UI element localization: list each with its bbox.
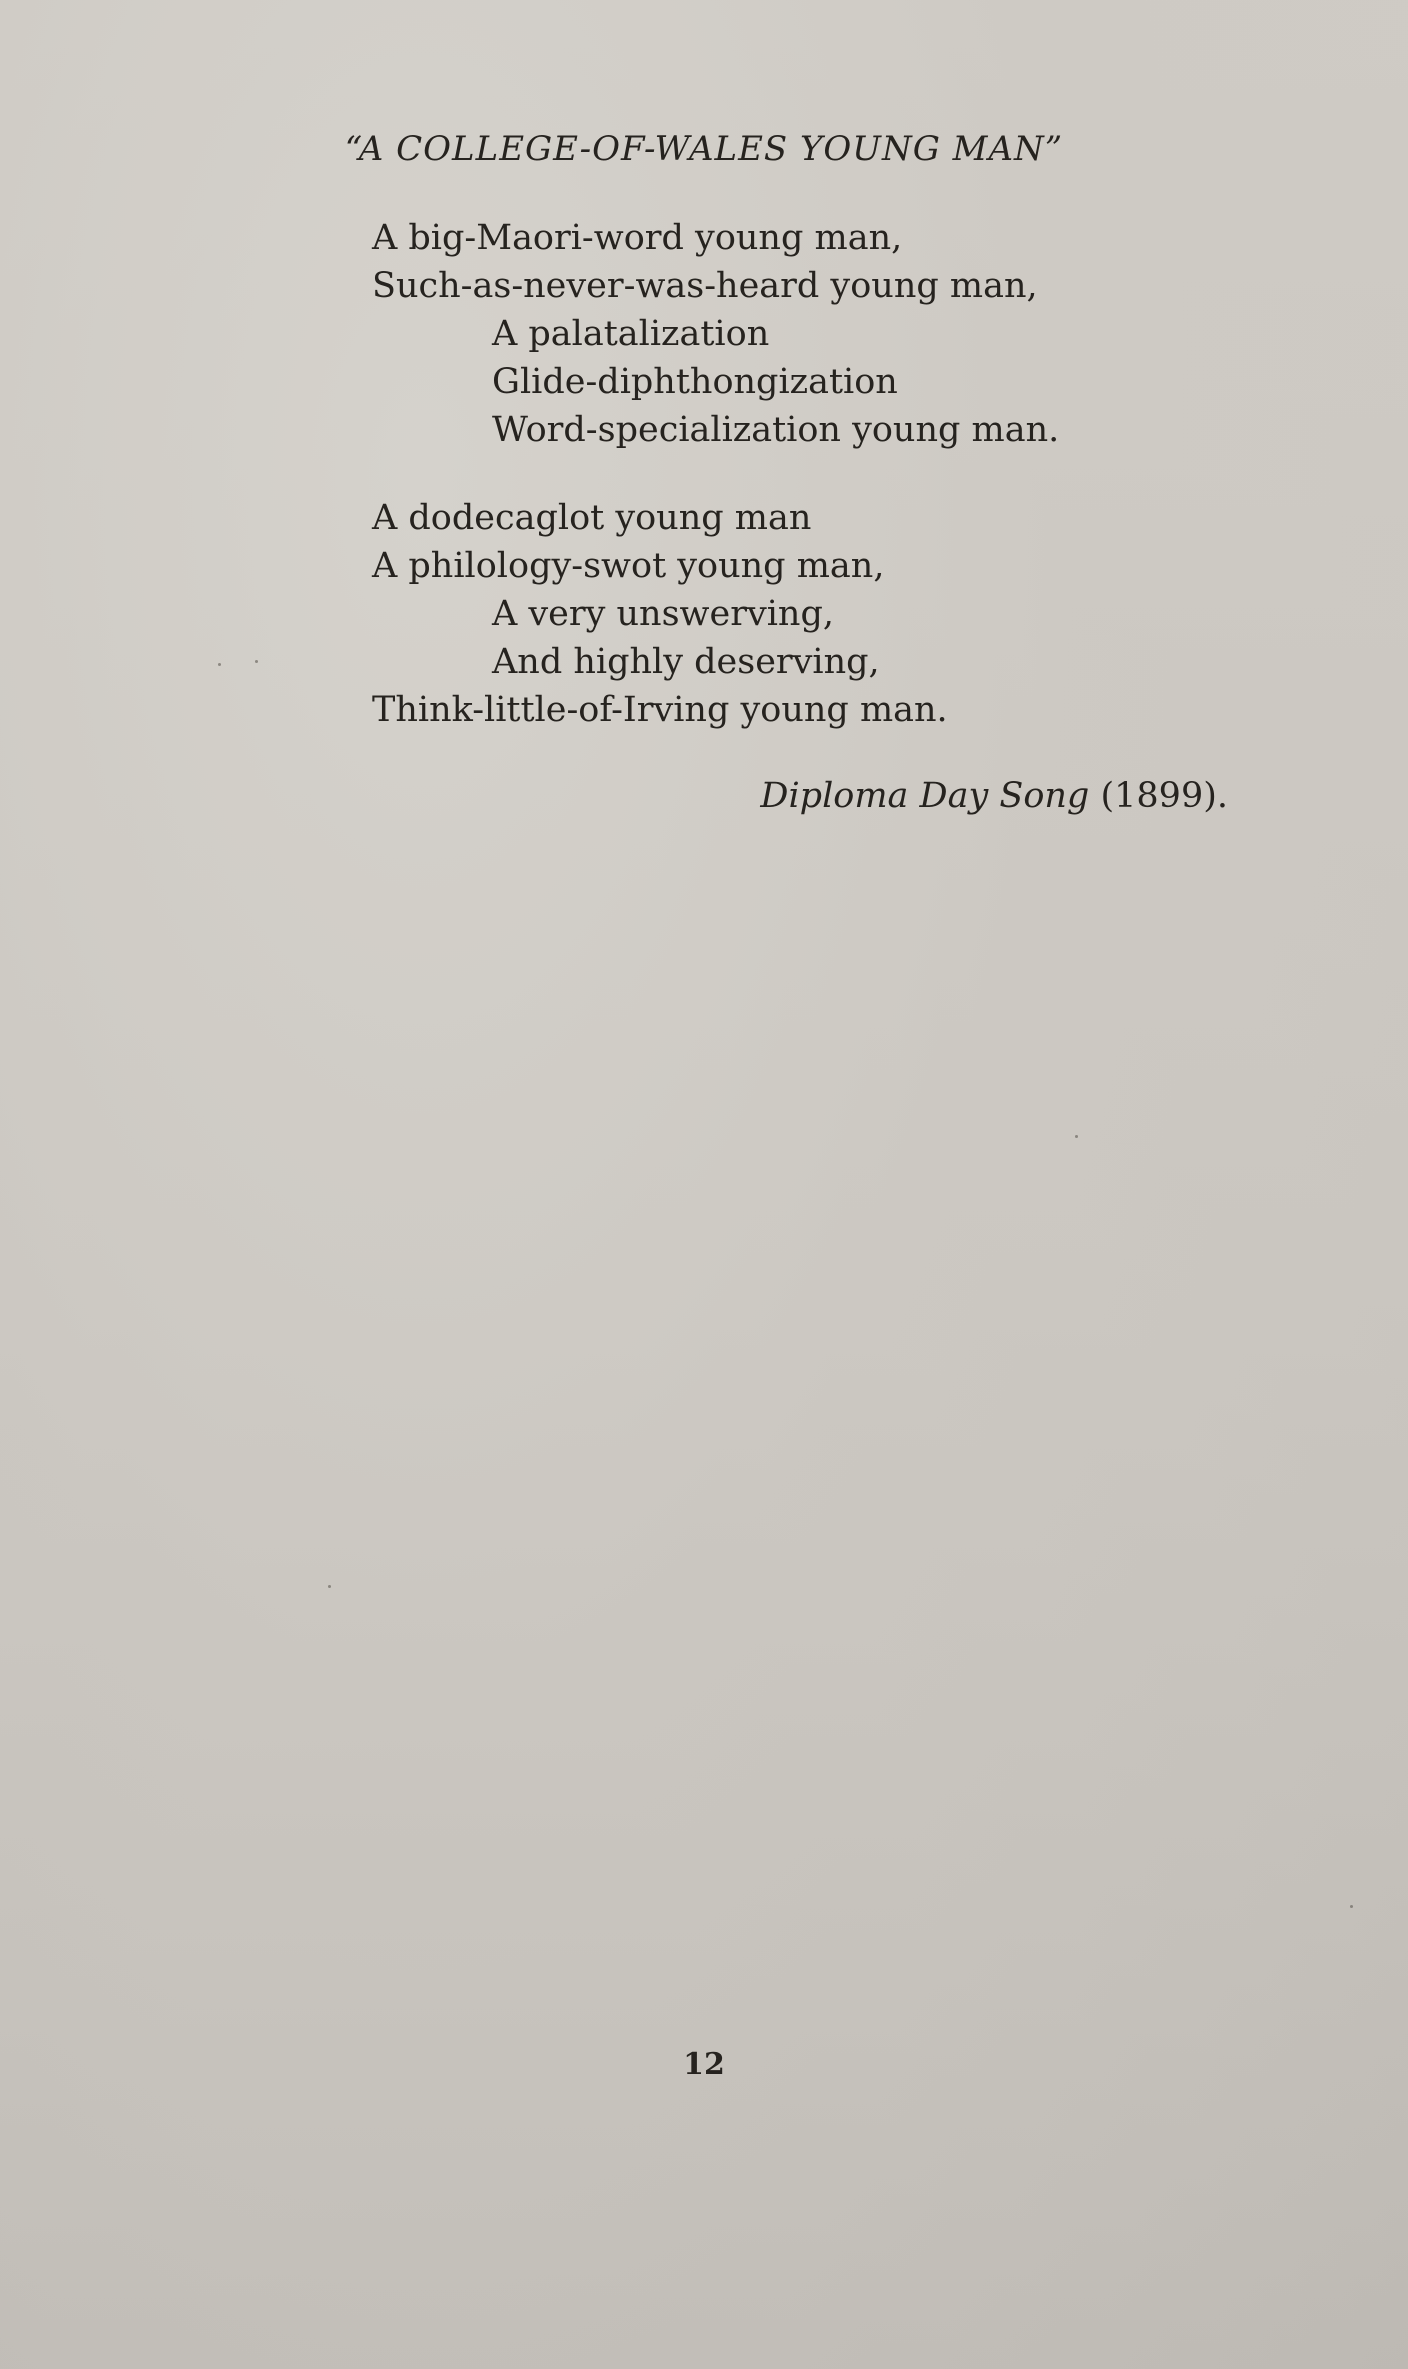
paper-speck xyxy=(218,663,221,666)
paper-speck xyxy=(255,660,258,663)
poem-line: A philology-swot young man, xyxy=(372,546,885,586)
poem-line-indented: Word-specialization young man. xyxy=(492,410,1060,450)
poem-line: A big-Maori-word young man, xyxy=(372,218,903,258)
poem-line-indented: A very unswerving, xyxy=(492,594,835,634)
poem-line-indented: Glide-diphthongization xyxy=(492,362,898,402)
poem-attribution xyxy=(760,772,1228,820)
poem-line: A dodecaglot young man xyxy=(372,498,812,538)
paper-speck xyxy=(1075,1135,1078,1138)
attribution-year: (1899). xyxy=(1100,776,1228,816)
page-number: 12 xyxy=(683,2047,725,2082)
stanza-1 xyxy=(372,214,1059,454)
poem-line: Think-little-of-Irving young man. xyxy=(372,690,948,730)
poem-line-indented: A palatalization xyxy=(492,314,770,354)
poem-title: “A COLLEGE-OF-WALES YOUNG MAN” xyxy=(344,129,1064,169)
paper-speck xyxy=(1350,1905,1353,1908)
poem-line: Such-as-never-was-heard young man, xyxy=(372,266,1038,306)
poem-line-indented: And highly deserving, xyxy=(492,642,880,682)
paper-speck xyxy=(328,1585,331,1588)
attribution-song-title: Diploma Day Song xyxy=(760,776,1090,816)
stanza-2 xyxy=(372,494,948,734)
